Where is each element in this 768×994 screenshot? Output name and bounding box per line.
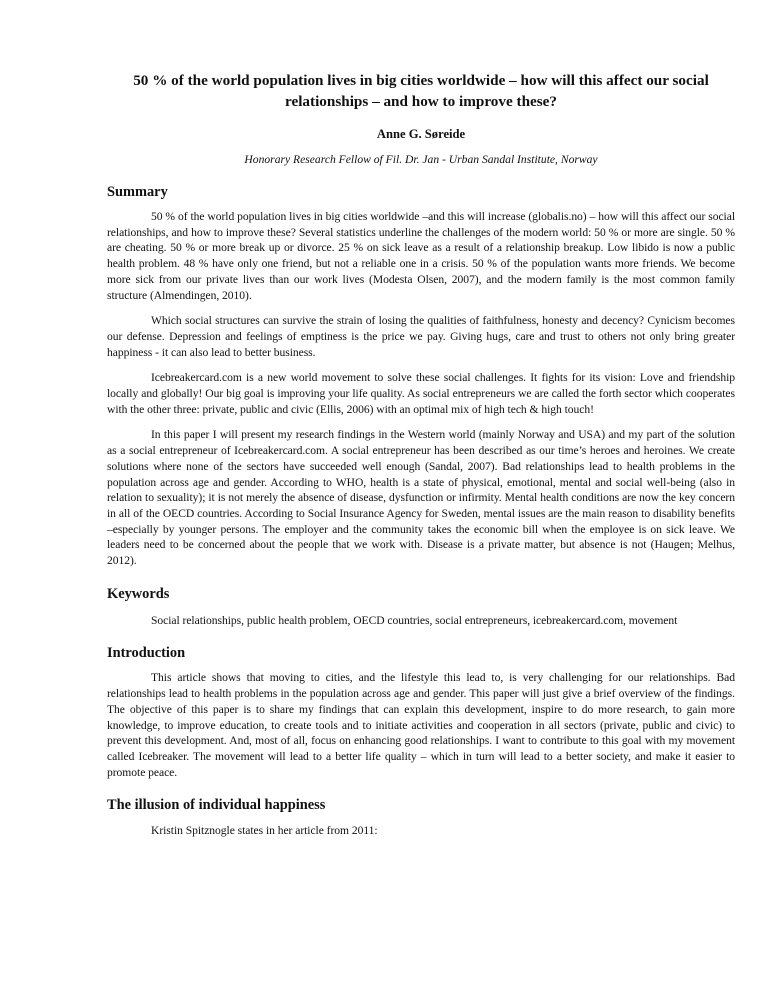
summary-paragraph-3: Icebreakercard.com is a new world movement to solve these social challenges. It fights for its vision: Love and friendship locally and globally! Our big goal is improving your life quality. As social entrepreneurs we are called the forth sector which cooperates with the other three: private, public and civic (Ellis, 2006) with an optimal mix of high tech & high touch! [107, 371, 735, 416]
summary-paragraph-4: In this paper I will present my research findings in the Western world (mainly Norway and USA) and my part of the solution as a social entrepreneur of Icebreakercard.com. A social entrepreneur has been described as our time’s heroes and heroines. We create solutions where none of the sectors have succeeded well enough (Sandal, 2007). Bad relationships lead to health problems in the population across age and gender. According to WHO, health is a state of physical, emotional, mental and social well-being (also in relation to sexuality); it is not merely the absence of disease, dysfunction or infirmity. Mental health conditions are now the key concern in all of the OECD countries. According to Social Insurance Agency for Sweden, mental issues are the main reason to disability benefits –especially by younger persons. The employer and the community takes the economic bill when the employee is on sick leave. We leaders need to be concerned about the people that we work with. Disease is a private matter, but absence is not (Haugen; Melhus, 2012). [107, 428, 735, 568]
summary-heading: Summary [107, 184, 168, 200]
introduction-paragraph: This article shows that moving to cities, and the lifestyle this lead to, is very challenging for our relationships. Bad relationships lead to health problems in the population across age and gender. This paper will just give a brief overview of the findings. The objective of this paper is to share my findings that can explain this development, inspire to do more research, to gain more knowledge, to improve education, to create tools and to initiate activities and cooperation in all sectors (private, public and civic) to prevent this development. And, most of all, focus on enhancing good relationships. I want to contribute to this goal with my movement called Icebreaker. The movement will lead to a better life quality – which in turn will lead to a better society, and make it easier to promote peace. [107, 671, 735, 779]
illusion-heading: The illusion of individual happiness [107, 797, 326, 814]
paper-title: 50 % of the world population lives in big cities worldwide – how will this affect our social relationships – and how to improve these? [133, 72, 709, 110]
keywords-heading: Keywords [107, 585, 170, 602]
keywords-text: Social relationships, public health problem, OECD countries, social entrepreneurs, icebreakercard.com, movement [151, 613, 678, 627]
illusion-paragraph: Kristin Spitznogle states in her article from 2011: [151, 824, 378, 838]
summary-paragraph-2: Which social structures can survive the strain of losing the qualities of faithfulness, honesty and decency? Cynicism becomes our defense. Depression and feelings of emptiness is the price we pay. Giving hugs, care and trust to others not only bring greater happiness - it can also lead to better business. [107, 314, 735, 359]
paper-author: Anne G. Søreide [376, 127, 466, 141]
summary-paragraph-1: 50 % of the world population lives in big cities worldwide –and this will increase (globalis.no) – how will this affect our social relationships, and how to improve these? Several statistics underline the challenges of the modern world: 50 % or more are single. 50 % are cheating. 50 % or more break up or divorce. 25 % on sick leave as a result of a relationship breakup. Low libido is now a public health problem. 48 % have only one friend, but not a reliable one in a crisis. 50 % of the population wants more friends. We become more sick from our private lives than our work lives (Modesta Olsen, 2007), and the modern family is the most common family structure (Almendingen, 2010). [107, 210, 735, 302]
paper-affiliation: Honorary Research Fellow of Fil. Dr. Jan - Urban Sandal Institute, Norway [244, 153, 598, 166]
introduction-heading: Introduction [107, 645, 186, 662]
